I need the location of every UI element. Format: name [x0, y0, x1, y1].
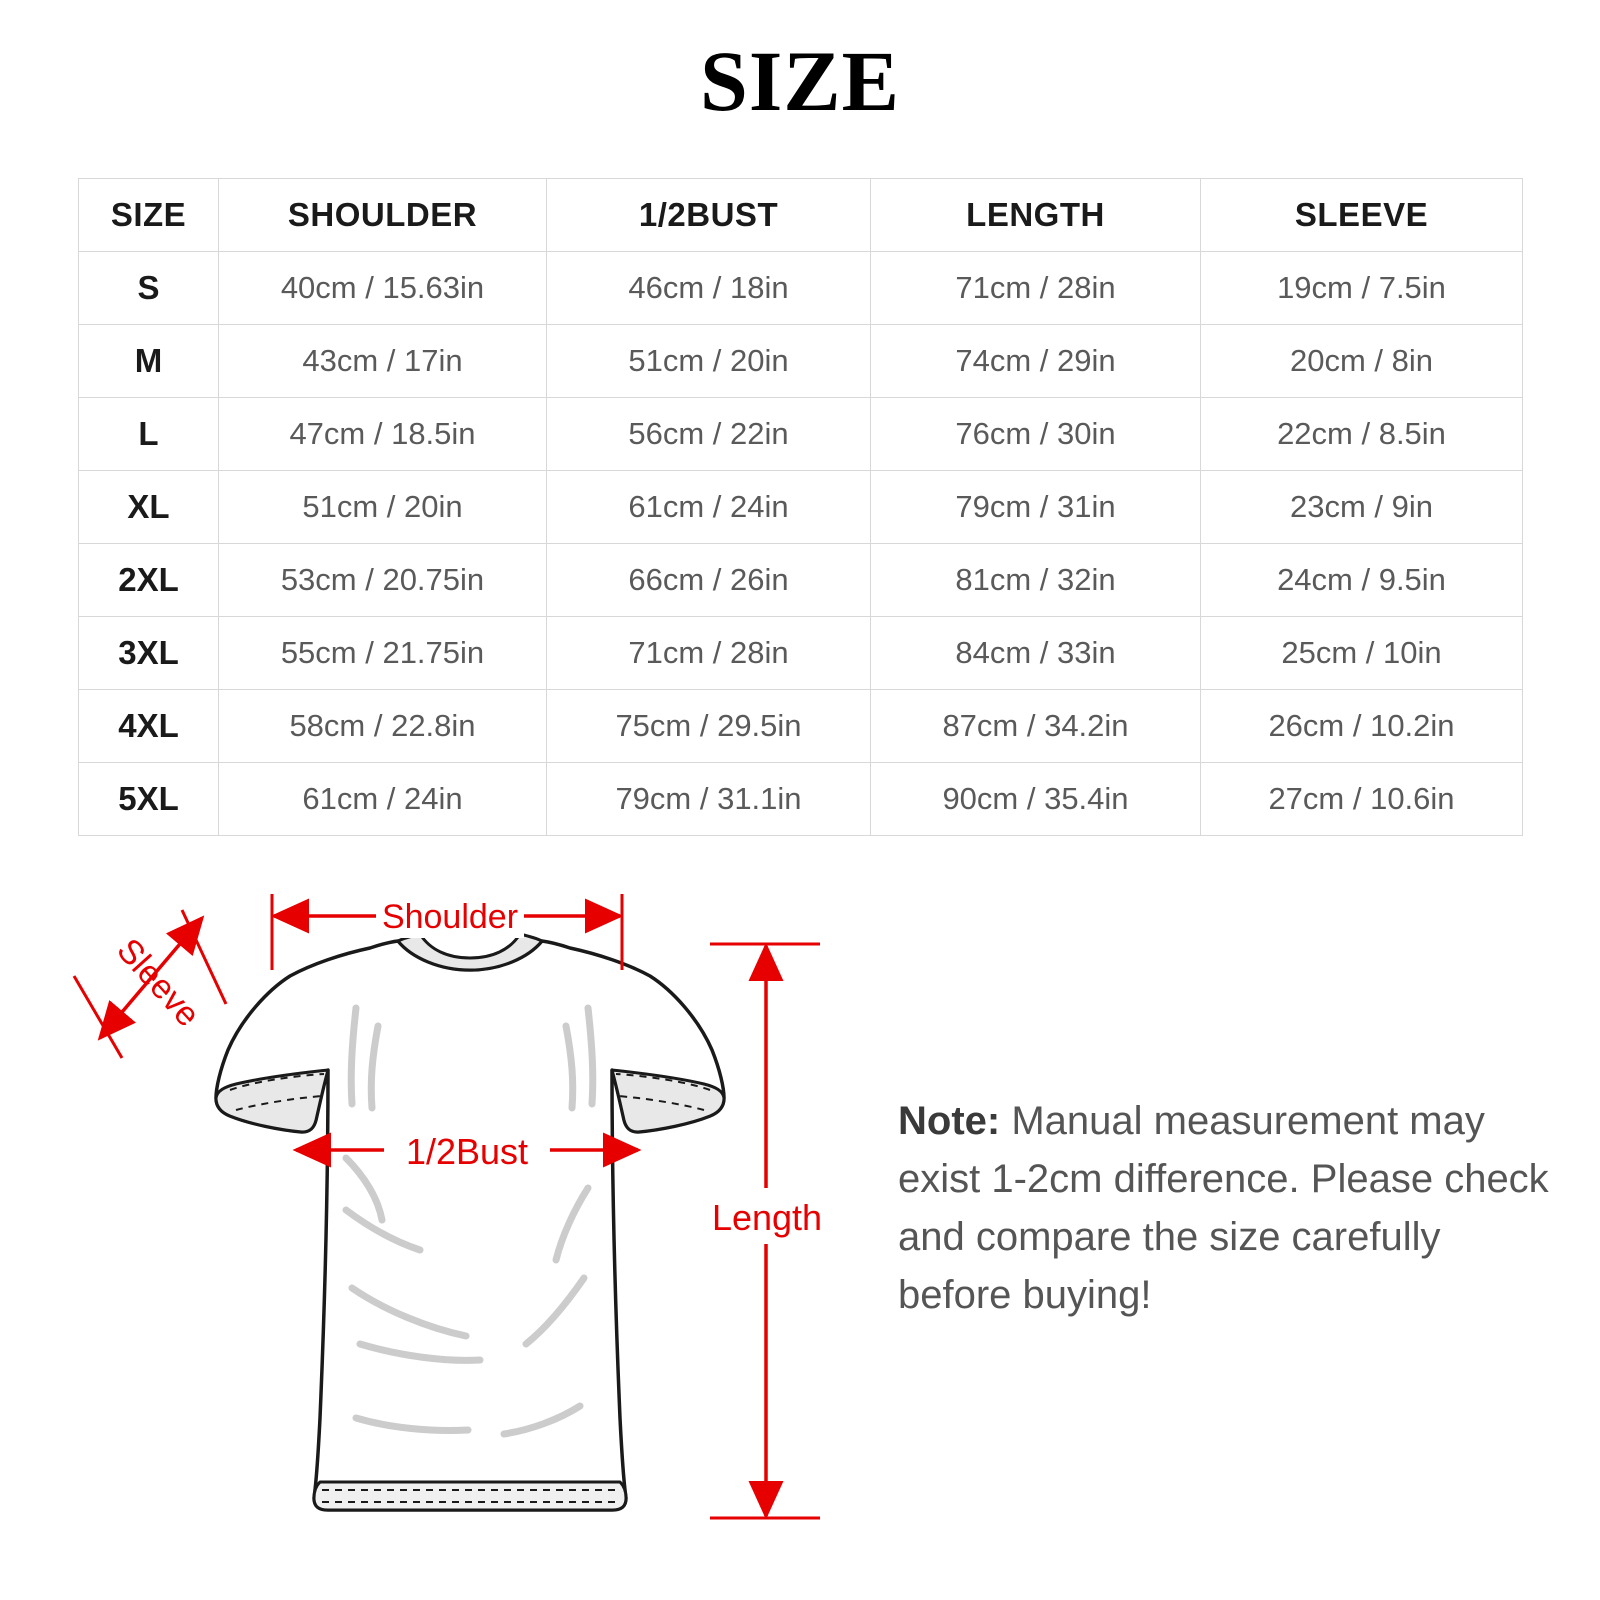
page-title: SIZE [699, 33, 901, 129]
cell-size: 4XL [79, 690, 219, 763]
length-label: Length [711, 1197, 823, 1238]
table-row [79, 252, 1523, 325]
tshirt-hem [314, 1482, 626, 1510]
table-row [79, 617, 1523, 690]
cell-bust: 71cm / 28in [547, 617, 871, 690]
cell-sleeve: 22cm / 8.5in [1201, 398, 1523, 471]
cell-length: 81cm / 32in [871, 544, 1201, 617]
sleeve-label: Sleeve [109, 931, 208, 1034]
bust-label: 1/2Bust [405, 1131, 529, 1172]
cell-size: M [79, 325, 219, 398]
cell-shoulder: 53cm / 20.75in [219, 544, 547, 617]
cell-size: 2XL [79, 544, 219, 617]
cell-length: 90cm / 35.4in [871, 763, 1201, 836]
cell-size: 3XL [79, 617, 219, 690]
note-text: Manual measurement may exist 1-2cm difference. Please check and compare the size carefully before buying! [898, 1099, 1549, 1317]
tshirt-body [216, 941, 724, 1510]
cell-length: 74cm / 29in [871, 325, 1201, 398]
shoulder-label: Shoulder [381, 898, 519, 936]
sleeve-measure-annotation [74, 910, 226, 1058]
measurement-note [898, 1092, 1558, 1324]
cell-sleeve: 27cm / 10.6in [1201, 763, 1523, 836]
cell-bust: 46cm / 18in [547, 252, 871, 325]
cell-size: L [79, 398, 219, 471]
cell-sleeve: 19cm / 7.5in [1201, 252, 1523, 325]
cell-length: 87cm / 34.2in [871, 690, 1201, 763]
table-row [79, 398, 1523, 471]
cell-shoulder: 58cm / 22.8in [219, 690, 547, 763]
cell-sleeve: 25cm / 10in [1201, 617, 1523, 690]
column-header-bust: 1/2BUST [547, 179, 871, 252]
cell-sleeve: 20cm / 8in [1201, 325, 1523, 398]
cell-sleeve: 23cm / 9in [1201, 471, 1523, 544]
cell-shoulder: 47cm / 18.5in [219, 398, 547, 471]
cell-shoulder: 40cm / 15.63in [219, 252, 547, 325]
cell-size: 5XL [79, 763, 219, 836]
table-row [79, 544, 1523, 617]
cell-length: 84cm / 33in [871, 617, 1201, 690]
table-header-row [79, 179, 1523, 252]
cell-length: 71cm / 28in [871, 252, 1201, 325]
column-header-size: SIZE [79, 179, 219, 252]
cell-length: 79cm / 31in [871, 471, 1201, 544]
cell-bust: 56cm / 22in [547, 398, 871, 471]
size-table-container [78, 178, 1522, 836]
cell-shoulder: 51cm / 20in [219, 471, 547, 544]
table-row [79, 471, 1523, 544]
cell-bust: 79cm / 31.1in [547, 763, 871, 836]
cell-bust: 66cm / 26in [547, 544, 871, 617]
tshirt-illustration [216, 934, 724, 1510]
cell-bust: 75cm / 29.5in [547, 690, 871, 763]
cell-size: S [79, 252, 219, 325]
cell-shoulder: 43cm / 17in [219, 325, 547, 398]
column-header-shoulder: SHOULDER [219, 179, 547, 252]
cell-bust: 51cm / 20in [547, 325, 871, 398]
cell-size: XL [79, 471, 219, 544]
note-prefix: Note: [898, 1099, 1001, 1143]
cell-sleeve: 26cm / 10.2in [1201, 690, 1523, 763]
cell-bust: 61cm / 24in [547, 471, 871, 544]
table-row [79, 690, 1523, 763]
column-header-sleeve: SLEEVE [1201, 179, 1523, 252]
measurement-diagram [60, 858, 880, 1558]
cell-sleeve: 24cm / 9.5in [1201, 544, 1523, 617]
column-header-length: LENGTH [871, 179, 1201, 252]
cell-shoulder: 55cm / 21.75in [219, 617, 547, 690]
size-table [78, 178, 1523, 836]
table-row [79, 763, 1523, 836]
cell-shoulder: 61cm / 24in [219, 763, 547, 836]
length-measure-annotation [710, 944, 822, 1518]
table-row [79, 325, 1523, 398]
cell-length: 76cm / 30in [871, 398, 1201, 471]
